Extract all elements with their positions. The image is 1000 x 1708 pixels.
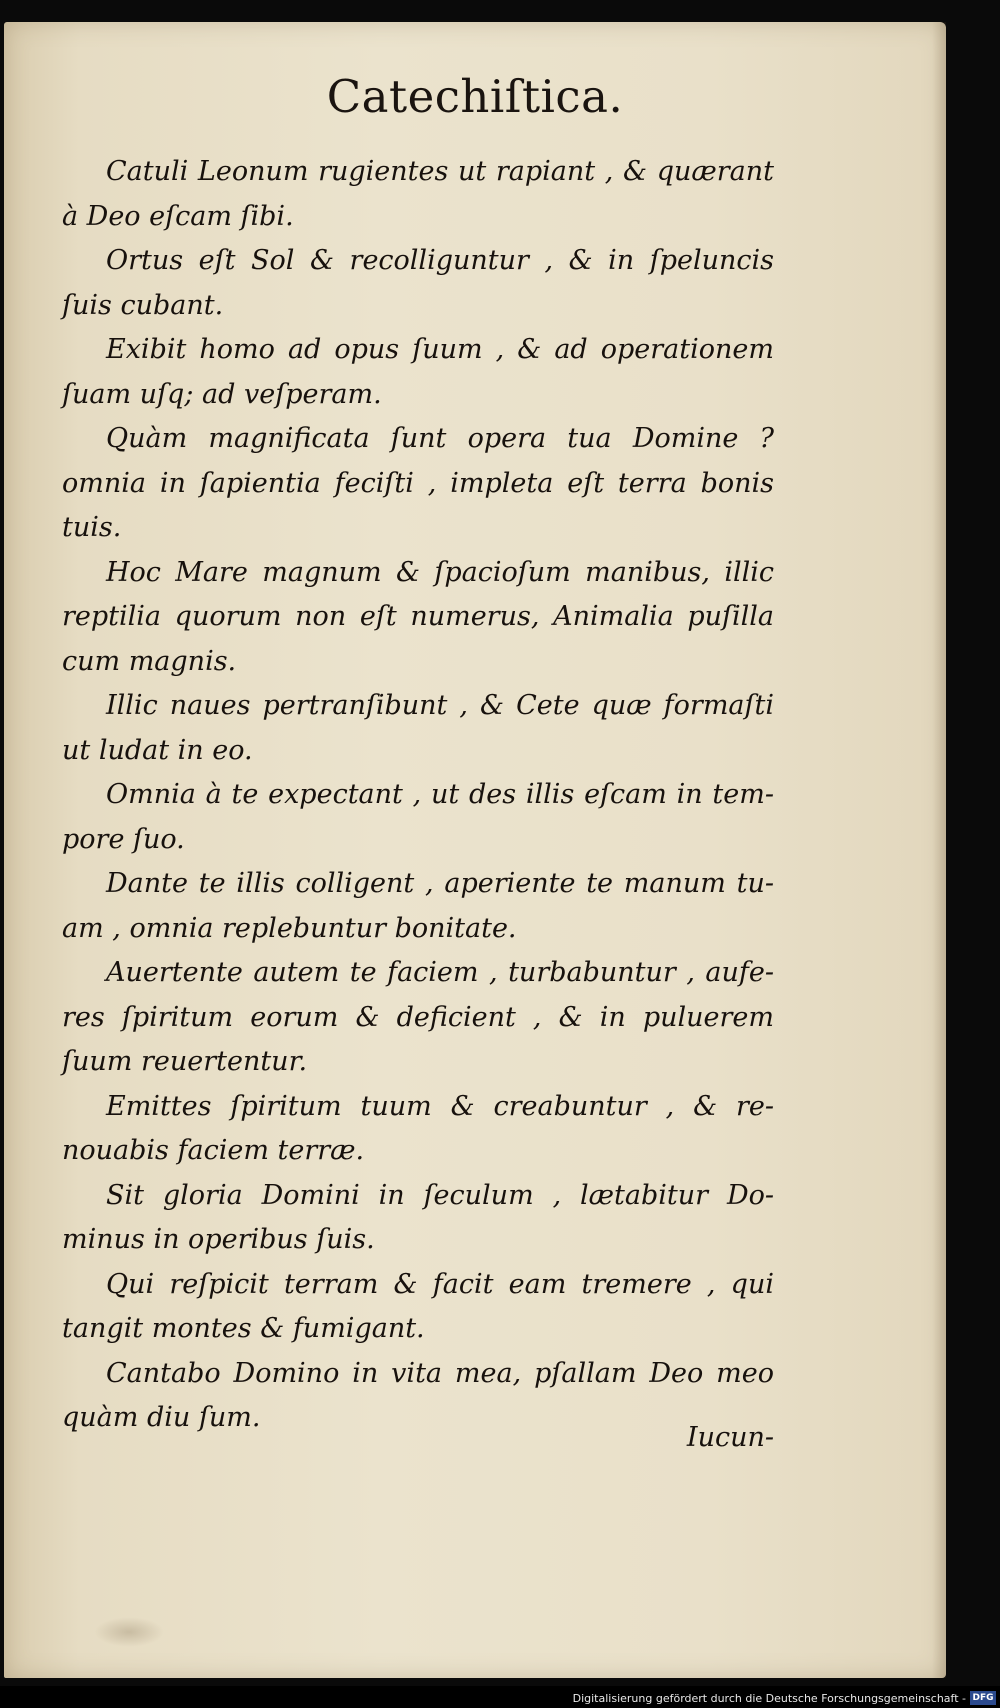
- verse: Qui reſpicit terram & facit eam tremere , qui tangit montes & fumigant.: [62, 1268, 774, 1344]
- verse-text-block: [62, 150, 774, 1441]
- page-edge-shadow: [932, 22, 946, 1678]
- verse: Illic naues pertranſibunt , & Cete quæ formaſti ut ludat in eo.: [62, 690, 774, 766]
- verse: Auertente autem te faciem , turbabuntur , auferes ſpiritum eorum & deficient , & in puluerem ſuum reuertentur.: [62, 957, 774, 1077]
- running-head: Catechiſtica.: [326, 70, 624, 123]
- verse: Exibit homo ad opus ſuum , & ad operationem ſuam uſq; ad veſperam.: [62, 334, 774, 410]
- verse: Omnia à te expectant , ut des illis eſcam in tempore ſuo.: [62, 779, 774, 855]
- verse: Dante te illis colligent , aperiente te manum tuam , omnia replebuntur bonitate.: [62, 868, 774, 944]
- verse: Hoc Mare magnum & ſpacioſum manibus, illic reptilia quorum non eſt numerus, Animalia puſilla cum magnis.: [62, 556, 774, 677]
- funding-credit: Digitalisierung gefördert durch die Deutsche Forschungsgemeinschaft -: [572, 1692, 966, 1705]
- verse: Catuli Leonum rugientes ut rapiant , & quærant à Deo eſcam ſibi.: [62, 156, 774, 232]
- catchword-line: [62, 1416, 774, 1460]
- paper-stain: [94, 1617, 164, 1647]
- verse: Sit gloria Domini in ſeculum , lætabitur Dominus in operibus ſuis.: [62, 1179, 774, 1255]
- catchword: Iucun-: [686, 1422, 774, 1453]
- verse: Cantabo Domino in vita mea, pſallam Deo meo quàm diu ſum.: [62, 1357, 774, 1433]
- verse: Quàm magnificata ſunt opera tua Domine ? omnia in ſapientia feciſti , impleta eſt terra bonis tuis.: [62, 423, 774, 543]
- verse: Emittes ſpiritum tuum & creabuntur , & renouabis faciem terræ.: [62, 1090, 774, 1166]
- book-page: [4, 22, 946, 1678]
- verse: Ortus eſt Sol & recolliguntur , & in ſpeluncis ſuis cubant.: [62, 245, 774, 321]
- digitization-footer: [0, 1686, 1000, 1708]
- dfg-logo-icon: DFG: [970, 1691, 996, 1705]
